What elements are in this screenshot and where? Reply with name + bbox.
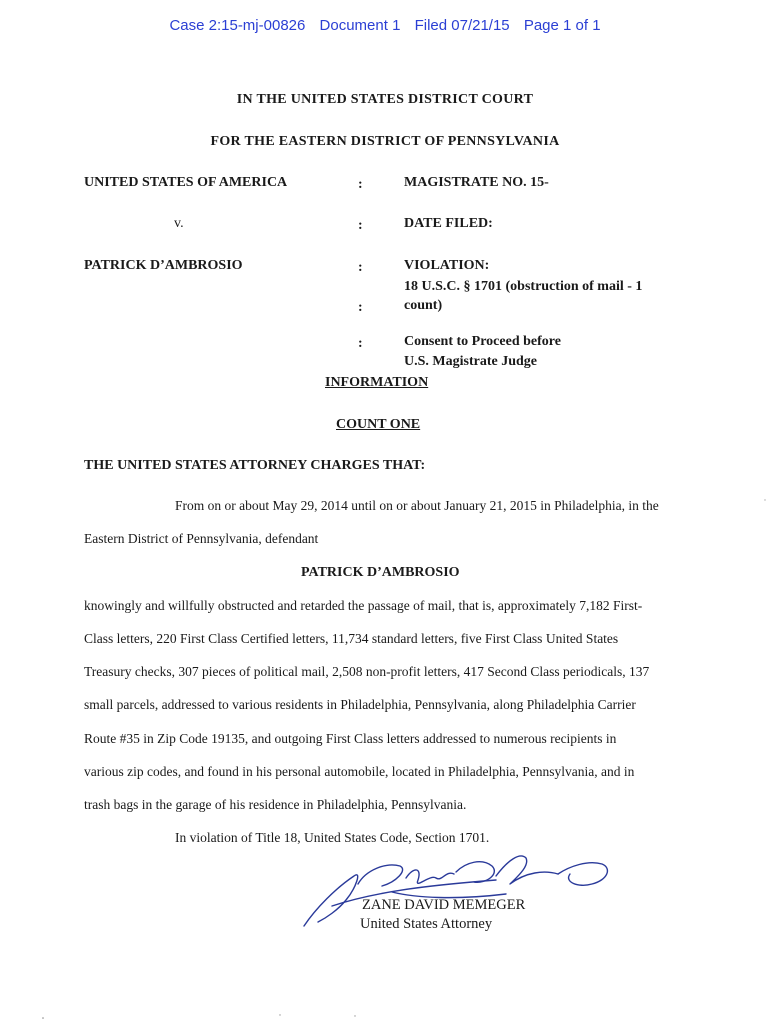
paragraph-line: Route #35 in Zip Code 19135, and outgoing First Class letters addressed to numerous recipients in: [84, 731, 617, 746]
caption-colon: :: [358, 260, 363, 275]
charges-heading: THE UNITED STATES ATTORNEY CHARGES THAT:: [84, 458, 426, 473]
caption-colon: :: [358, 336, 363, 351]
defendant: PATRICK D’AMBROSIO: [84, 258, 243, 273]
paragraph-line: Class letters, 220 First Class Certified letters, 11,734 standard letters, five First Class United States: [84, 631, 619, 646]
document-number: Document 1: [319, 17, 401, 34]
caption-colon: :: [358, 218, 363, 233]
signer-name: ZANE DAVID MEMEGER: [362, 897, 526, 913]
violation-count: count): [404, 298, 443, 313]
information-heading: INFORMATION: [325, 375, 429, 390]
body-line-2: Eastern District of Pennsylvania, defendant: [84, 531, 319, 546]
violation-statement: In violation of Title 18, United States Code, Section 1701.: [175, 830, 490, 845]
violation-statute: 18 U.S.C. § 1701 (obstruction of mail - 1: [404, 279, 643, 294]
consent-line-2: U.S. Magistrate Judge: [404, 354, 537, 369]
paragraph-line: knowingly and willfully obstructed and retarded the passage of mail, that is, approximately 7,182 First-: [84, 598, 643, 613]
paragraph-line: various zip codes, and found in his personal automobile, located in Philadelphia, Pennsylvania, and in: [84, 764, 635, 779]
court-title: IN THE UNITED STATES DISTRICT COURT: [236, 92, 534, 107]
paragraph-line: trash bags in the garage of his residence in Philadelphia, Pennsylvania.: [84, 797, 467, 812]
date-filed: DATE FILED:: [404, 216, 493, 231]
paragraph-line: small parcels, addressed to various residents in Philadelphia, Pennsylvania, along Philadelphia Carrier: [84, 697, 636, 712]
paragraph-line: Treasury checks, 307 pieces of political mail, 2,508 non-profit letters, 417 Second Class periodicals, 137: [84, 664, 650, 679]
plaintiff: UNITED STATES OF AMERICA: [84, 175, 288, 190]
court-district: FOR THE EASTERN DISTRICT OF PENNSYLVANIA: [210, 134, 560, 149]
body-line-1: From on or about May 29, 2014 until on or about January 21, 2015 in Philadelphia, in the: [175, 498, 659, 513]
filed-date: Filed 07/21/15: [414, 17, 510, 34]
violation-label: VIOLATION:: [404, 258, 490, 273]
magistrate-number: MAGISTRATE NO. 15-: [404, 175, 549, 190]
signer-title: United States Attorney: [360, 916, 493, 932]
caption-colon: :: [358, 177, 363, 192]
consent-line-1: Consent to Proceed before: [404, 334, 561, 349]
defendant-name: PATRICK D’AMBROSIO: [301, 565, 460, 580]
case-number: Case 2:15-mj-00826: [169, 17, 306, 34]
versus: v.: [174, 216, 184, 231]
count-one-heading: COUNT ONE: [336, 417, 421, 432]
page-number: Page 1 of 1: [523, 17, 601, 34]
caption-colon: :: [358, 300, 363, 315]
